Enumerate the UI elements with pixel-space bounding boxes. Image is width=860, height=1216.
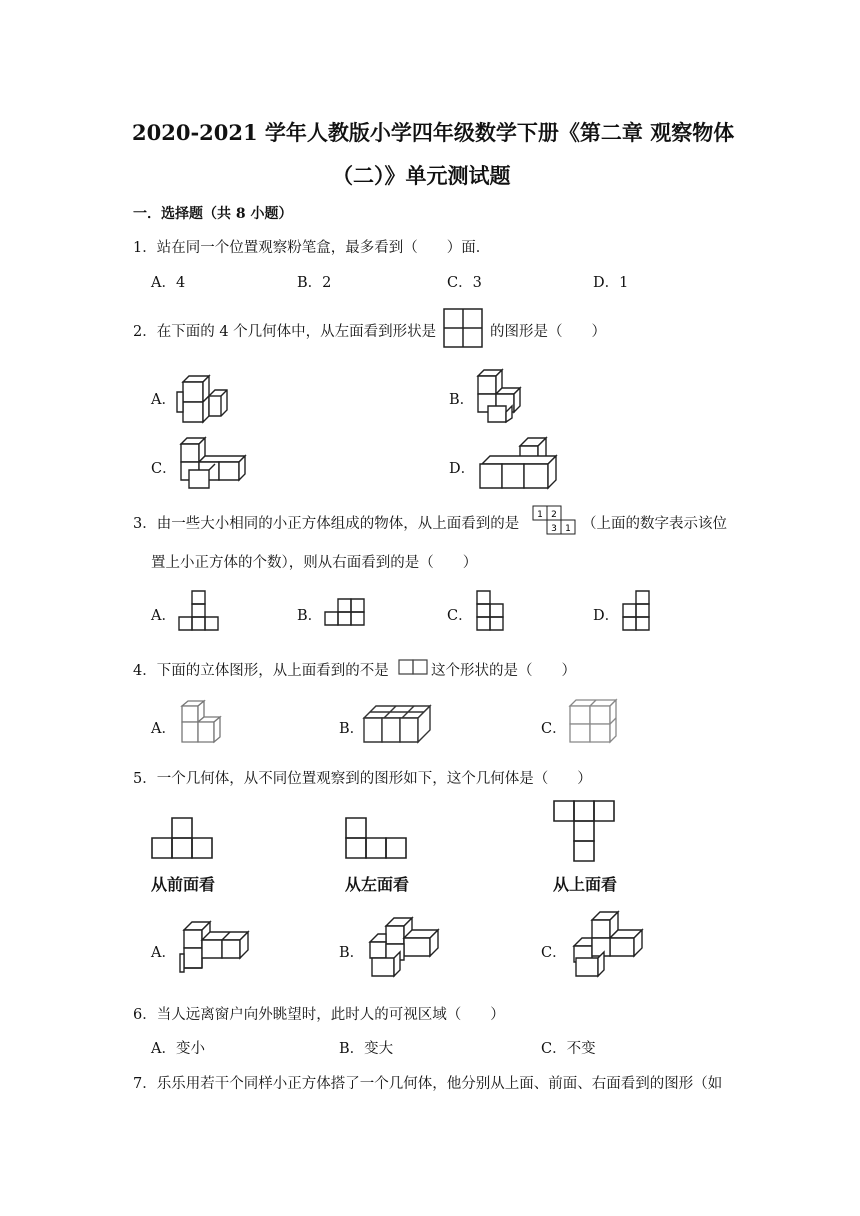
q2-option-b[interactable]: B．	[449, 392, 475, 408]
question-3-text-line2: 置上小正方体的个数），则从右面看到的是（ ）	[151, 555, 478, 571]
q3-option-a[interactable]: A．	[151, 608, 176, 624]
q5-left-view-figure	[345, 817, 409, 861]
q3-grid-number: 3	[551, 524, 557, 534]
q3-option-b-figure	[324, 598, 366, 626]
question-3-text-after: （上面的数字表示该位	[582, 516, 727, 532]
q4-option-b[interactable]: B．	[339, 721, 365, 737]
q6-option-b[interactable]: B．变大	[339, 1041, 394, 1057]
q4-option-c[interactable]: C．	[541, 721, 567, 737]
page-title-line2: （二）》单元测试题	[332, 163, 511, 188]
q3-top-view-grid	[532, 505, 578, 535]
q1-option-b[interactable]: B．2	[297, 275, 332, 291]
q5-option-c[interactable]: C．	[541, 945, 567, 961]
q4-option-a[interactable]: A．	[151, 721, 176, 737]
q6-option-a[interactable]: A．变小	[151, 1041, 205, 1057]
q5-option-a[interactable]: A．	[151, 945, 176, 961]
q1-option-a[interactable]: A．4	[151, 275, 186, 291]
q5-front-view-figure	[151, 817, 215, 861]
q3-grid-number: 1	[565, 524, 571, 534]
q3-option-d[interactable]: D．	[593, 608, 620, 624]
q2-option-d[interactable]: D．	[449, 461, 476, 477]
question-3-text-before: 3．由一些大小相同的小正方体组成的物体，从上面看到的是	[133, 516, 520, 532]
section-heading: 一．选择题（共 8 小题）	[133, 206, 293, 222]
question-4-text-after: 这个形状的是（ ）	[431, 663, 576, 679]
q3-grid-number: 2	[551, 510, 557, 520]
question-6-text: 6．当人远离窗户向外眺望时，此时人的可视区域（ ）	[133, 1007, 505, 1023]
q5-caption-front: 从前面看	[151, 875, 216, 894]
q3-option-a-figure	[178, 590, 220, 632]
q2-option-d-figure	[476, 438, 562, 492]
q1-option-c[interactable]: C．3	[447, 275, 482, 291]
q5-top-view-figure	[553, 800, 617, 864]
question-5-text: 5．一个几何体，从不同位置观察到的图形如下，这个几何体是（ ）	[133, 771, 592, 787]
q5-option-b[interactable]: B．	[339, 945, 365, 961]
q5-caption-top: 从上面看	[553, 875, 618, 894]
q2-option-c-figure	[175, 436, 251, 492]
q2-option-a[interactable]: A．	[151, 392, 176, 408]
q5-option-a-figure	[178, 920, 252, 976]
q3-option-b[interactable]: B．	[297, 608, 323, 624]
q3-grid-number: 1	[537, 510, 543, 520]
q6-option-c[interactable]: C．不变	[541, 1041, 596, 1057]
question-1-text: 1．站在同一个位置观察粉笔盒，最多看到（ ）面．	[133, 240, 491, 256]
q3-option-c-figure	[476, 590, 506, 632]
question-4-text-before: 4．下面的立体图形，从上面看到的不是	[133, 663, 389, 679]
q5-option-b-figure	[366, 918, 442, 978]
q5-option-c-figure	[570, 912, 646, 978]
q1-option-d[interactable]: D．1	[593, 275, 629, 291]
q5-caption-left: 从左面看	[345, 875, 410, 894]
question-7-text: 7．乐乐用若干个同样小正方体搭了一个几何体，他分别从上面、前面、右面看到的图形（如	[133, 1076, 723, 1092]
q2-option-c[interactable]: C．	[151, 461, 177, 477]
q2-option-a-figure	[175, 370, 235, 426]
question-2-text-before: 2．在下面的 4 个几何体中，从左面看到形状是	[133, 324, 437, 340]
question-2-text-after: 的图形是（ ）	[490, 324, 606, 340]
q3-option-c[interactable]: C．	[447, 608, 473, 624]
q4-top-view-figure	[398, 659, 428, 675]
q2-left-view-figure	[443, 308, 483, 348]
page-title-line1: 2020-2021 学年人教版小学四年级数学下册《第二章 观察物体	[132, 120, 735, 145]
q3-option-d-figure	[622, 590, 652, 632]
q4-option-c-figure	[566, 698, 620, 746]
q4-option-b-figure	[362, 704, 434, 746]
q2-option-b-figure	[472, 368, 530, 426]
q4-option-a-figure	[178, 700, 226, 746]
